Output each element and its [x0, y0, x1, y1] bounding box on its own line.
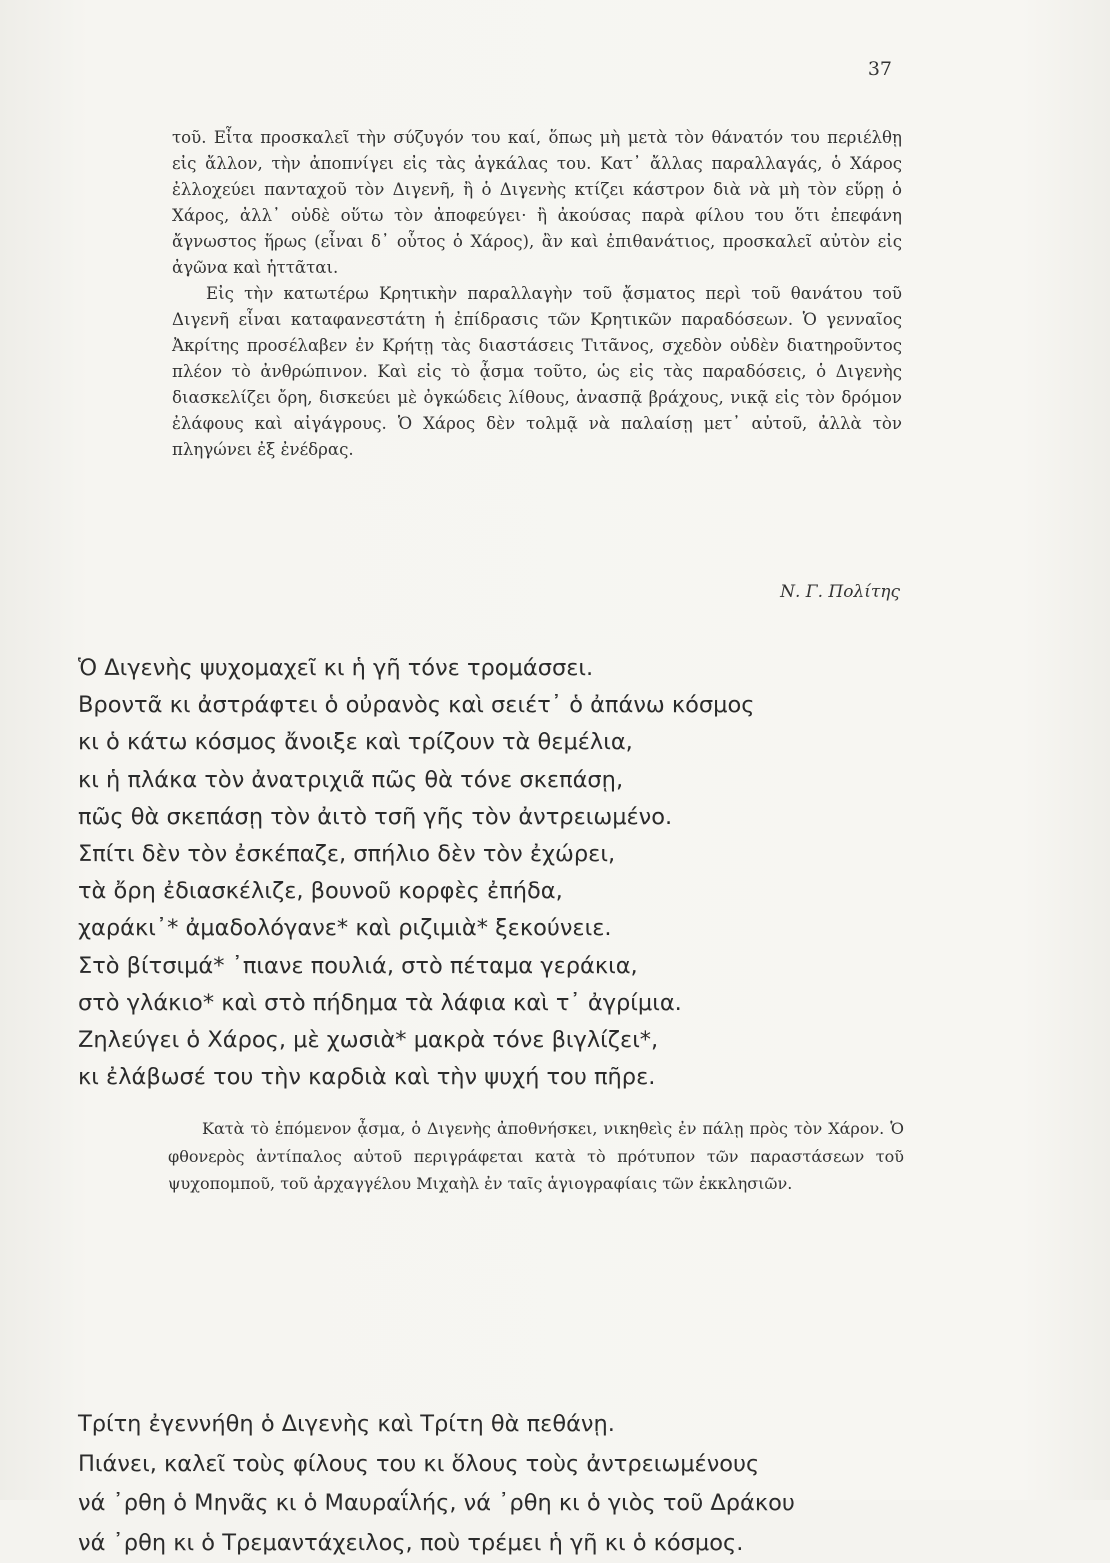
verse-line: κι ἐλάβωσέ του τὴν καρδιὰ καὶ τὴν ψυχή του πῆρε.: [78, 1059, 918, 1096]
verse-line: Πιάνει, καλεῖ τοὺς φίλους του κι ὅλους τοὺς ἀντρειωμένους: [78, 1445, 918, 1485]
prose-block-commentary: [172, 125, 902, 463]
verse-line: Σπίτι δὲν τὸν ἐσκέπαζε, σπήλιο δὲν τὸν ἐχώρει,: [78, 836, 918, 873]
verse-line: χαράκι᾿* ἀμαδολόγανε* καὶ ριζιμιὰ* ξεκούνειε.: [78, 910, 918, 947]
page-number: 37: [868, 58, 892, 80]
verse-line: κι ὁ κάτω κόσμος ἄνοιξε καὶ τρίζουν τὰ θεμέλια,: [78, 724, 918, 761]
author-signature: Ν. Γ. Πολίτης: [780, 582, 900, 602]
prose-paragraph-1: τοῦ. Εἶτα προσκαλεῖ τὴν σύζυγόν του καί, ὅπως μὴ μετὰ τὸν θάνατόν του περιέλθῃ εἰς ἄλλον, τὴν ἀποπνίγει εἰς τὰς ἀγκάλας του. Κατ᾿ ἄλλας παραλλαγάς, ὁ Χάρος ἐλλοχεύει πανταχοῦ τὸν Διγενῆ, ἢ ὁ Διγενὴς κτίζει κάστρον διὰ νὰ μὴ τὸν εὕρῃ ὁ Χάρος, ἀλλ᾿ οὐδὲ οὕτω τὸν ἀποφεύγει· ἢ ἀκούσας παρὰ φίλου του ὅτι ἐπεφάνη ἄγνωστος ἥρως (εἶναι δ᾿ οὗτος ὁ Χάρος), ἂν καὶ ἐπιθανάτιος, προσκαλεῖ αὐτὸν εἰς ἀγῶνα καὶ ἡττᾶται.: [172, 125, 902, 281]
verse-line: Στὸ βίτσιμά* ᾿πιανε πουλιά, στὸ πέταμα γεράκια,: [78, 948, 918, 985]
verse-line: Ζηλεύγει ὁ Χάρος, μὲ χωσιὰ* μακρὰ τόνε βιγλίζει*,: [78, 1022, 918, 1059]
verse-line: κι ἡ πλάκα τὸν ἀνατριχιᾶ πῶς θὰ τόνε σκεπάσῃ,: [78, 762, 918, 799]
verse-line: στὸ γλάκιο* καὶ στὸ πήδημα τὰ λάφια καὶ τ᾿ ἀγρίμια.: [78, 985, 918, 1022]
prose-paragraph-2: Εἰς τὴν κατωτέρω Κρητικὴν παραλλαγὴν τοῦ ᾄσματος περὶ τοῦ θανάτου τοῦ Διγενῆ εἶναι καταφανεστάτη ἡ ἐπίδρασις τῶν Κρητικῶν παραδόσεων. Ὁ γενναῖος Ἀκρίτης προσέλαβεν ἐν Κρήτῃ τὰς διαστάσεις Τιτᾶνος, σχεδὸν οὐδὲν διατηροῦντος πλέον τὸ ἀνθρώπινον. Καὶ εἰς τὸ ᾆσμα τοῦτο, ὡς εἰς τὰς παραδόσεις, ὁ Διγενὴς διασκελίζει ὄρη, δισκεύει μὲ ὀγκώδεις λίθους, ἀνασπᾷ βράχους, νικᾷ εἰς τὸν δρόμον ἐλάφους καὶ αἰγάγρους. Ὁ Χάρος δὲν τολμᾷ νὰ παλαίσῃ μετ᾿ αὐτοῦ, ἀλλὰ τὸν πληγώνει ἐξ ἐνέδρας.: [172, 281, 902, 463]
verse-block-2: [78, 1405, 918, 1563]
verse-line: Τρίτη ἐγεννήθη ὁ Διγενὴς καὶ Τρίτη θὰ πεθάνῃ.: [78, 1405, 918, 1445]
verse-line: τὰ ὄρη ἐδιασκέλιζε, βουνοῦ κορφὲς ἐπήδα,: [78, 873, 918, 910]
verse-line: Βροντᾶ κι ἀστράφτει ὁ οὐρανὸς καὶ σειέτ᾿ ὁ ἀπάνω κόσμος: [78, 687, 918, 724]
verse-line: νά ᾿ρθη ὁ Μηνᾶς κι ὁ Μαυραΐλής, νά ᾿ρθη κι ὁ γιὸς τοῦ Δράκου: [78, 1484, 918, 1524]
verse-line: πῶς θὰ σκεπάσῃ τὸν ἀιτὸ τσῆ γῆς τὸν ἀντρειωμένο.: [78, 799, 918, 836]
verse-block-1: [78, 650, 918, 1096]
verse-line: νά ᾿ρθη κι ὁ Τρεμαντάχειλος, ποὺ τρέμει ἡ γῆ κι ὁ κόσμος.: [78, 1524, 918, 1563]
prose-block-intro: [168, 1115, 904, 1198]
prose-paragraph-3: Κατὰ τὸ ἑπόμενον ᾆσμα, ὁ Διγενὴς ἀποθνήσκει, νικηθεὶς ἐν πάλῃ πρὸς τὸν Χάρον. Ὁ φθονερὸς ἀντίπαλος αὐτοῦ περιγράφεται κατὰ τὸ πρότυπον τῶν παραστάσεων τοῦ ψυχοπομποῦ, τοῦ ἀρχαγγέλου Μιχαὴλ ἐν ταῖς ἁγιογραφίαις τῶν ἐκκλησιῶν.: [168, 1115, 904, 1198]
verse-line: Ὁ Διγενὴς ψυχομαχεῖ κι ἡ γῆ τόνε τρομάσσει.: [78, 650, 918, 687]
